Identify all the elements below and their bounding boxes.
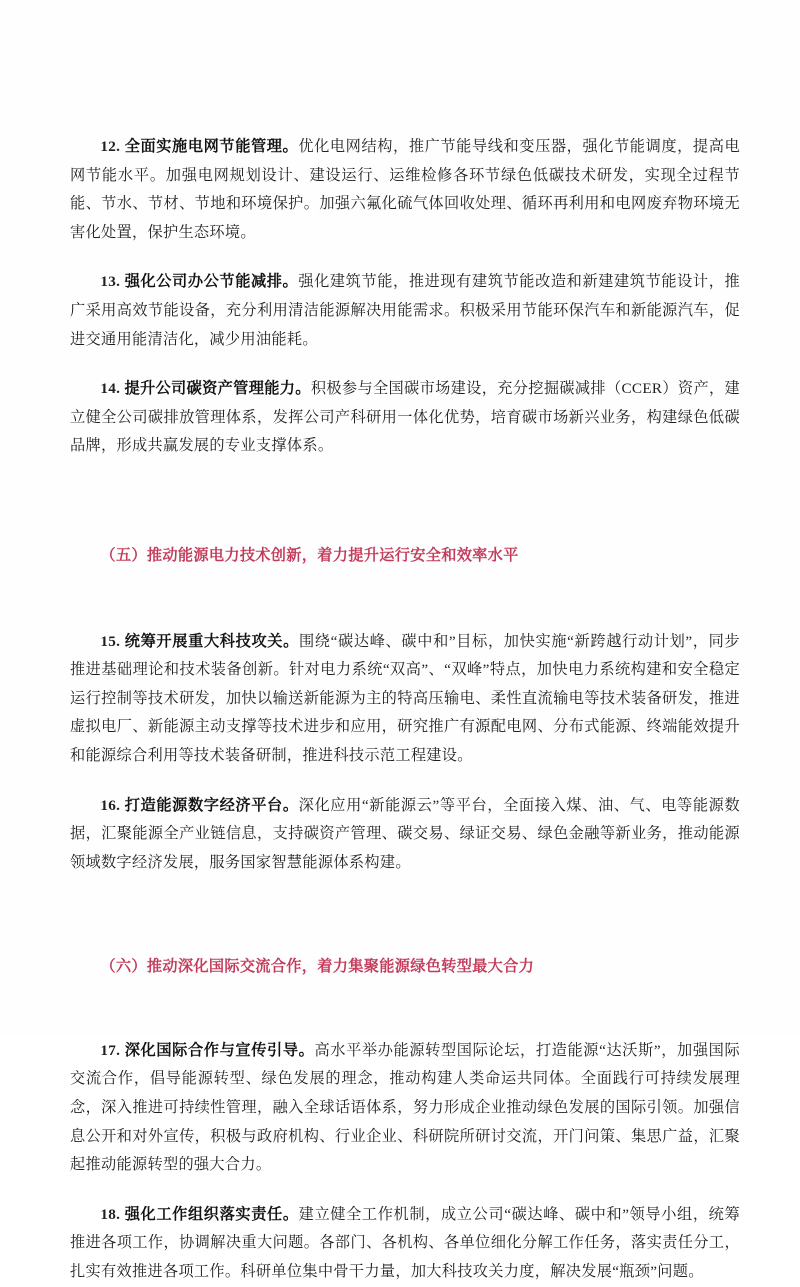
paragraph-12 bbox=[70, 133, 740, 247]
spacer-before-section-six bbox=[70, 898, 740, 953]
paragraph-15-body: 围绕“碳达峰、碳中和”目标，加快实施“新跨越行动计划”，同步推进基础理论和技术装备创新。针对电力系统“双高”、“双峰”特点，加快电力系统构建和安全稳定运行控制等技术研发，加快以输送新能源为主的特高压输电、柔性直流输电等技术装备研发，推进虚拟电厂、新能源主动支撑等技术进步和应用，研究推广有源配电网、分布式能源、终端能效提升和能源综合利用等技术装备研制，推进科技示范工程建设。 bbox=[70, 632, 740, 764]
paragraph-14 bbox=[70, 375, 740, 461]
paragraph-16-body: 深化应用“新能源云”等平台，全面接入煤、油、气、电等能源数据，汇聚能源全产业链信息，支持碳资产管理、碳交易、绿证交易、绿色金融等新业务，推动能源领域数字经济发展，服务国家智慧能源体系构建。 bbox=[70, 796, 740, 871]
paragraph-13-body: 强化建筑节能，推进现有建筑节能改造和新建建筑节能设计，推广采用高效节能设备，充分利用清洁能源解决用能需求。积极采用节能环保汽车和新能源汽车，促进交通用能清洁化，减少用油能耗。 bbox=[70, 273, 740, 348]
paragraph-12-body: 优化电网结构，推广节能导线和变压器，强化节能调度，提高电网节能水平。加强电网规划设计、建设运行、运维检修各环节绿色低碳技术研发，实现全过程节能、节水、节材、节地和环境保护。加强六氟化硫气体回收处理、循环再利用和电网废弃物环境无害化处置，保护生态环境。 bbox=[70, 138, 740, 241]
spacer-before-section-five bbox=[70, 482, 740, 542]
paragraph-12-lead: 全面实施电网节能管理。 bbox=[124, 138, 299, 155]
paragraph-18-body: 建立健全工作机制，成立公司“碳达峰、碳中和”领导小组，统筹推进各项工作，协调解决重大问题。各部门、各机构、各单位细化分解工作任务，落实责任分工，扎实有效推进各项工作。科研单位集中骨干力量，加大科技攻关力度，解决发展“瓶颈”问题。 bbox=[70, 1205, 740, 1281]
section-heading-six: （六）推动深化国际交流合作，着力集聚能源绿色转型最大合力 bbox=[100, 958, 535, 976]
paragraph-17 bbox=[70, 1037, 740, 1180]
paragraph-17-lead: 深化国际合作与宣传引导。 bbox=[124, 1041, 315, 1059]
paragraph-18 bbox=[70, 1201, 740, 1287]
paragraph-12-number: 12. bbox=[100, 138, 121, 155]
spacer-after-section-five bbox=[70, 571, 740, 628]
paragraph-15-lead: 统筹开展重大科技攻关。 bbox=[124, 632, 299, 650]
paragraph-18-number: 18. bbox=[100, 1205, 121, 1223]
paragraph-17-number: 17. bbox=[100, 1041, 121, 1059]
paragraph-14-body: 积极参与全国碳市场建设，充分挖掘碳减排（CCER）资产，建立健全公司碳排放管理体系，发挥公司产科研用一体化优势，培育碳市场新兴业务，构建绿色低碳品牌，形成共赢发展的专业支撑体系。 bbox=[70, 380, 741, 455]
paragraph-16-lead: 打造能源数字经济平台。 bbox=[124, 796, 299, 814]
paragraph-15-number: 15. bbox=[100, 632, 121, 650]
paragraph-14-lead: 提升公司碳资产管理能力。 bbox=[124, 380, 311, 398]
paragraph-15 bbox=[70, 628, 740, 771]
paragraph-16 bbox=[70, 792, 740, 878]
paragraph-18-lead: 强化工作组织落实责任。 bbox=[124, 1205, 299, 1223]
paragraph-13-lead: 强化公司办公节能减排。 bbox=[124, 273, 299, 291]
paragraph-14-number: 14. bbox=[100, 380, 121, 398]
paragraph-13 bbox=[70, 268, 740, 354]
section-heading-five: （五）推动能源电力技术创新，着力提升运行安全和效率水平 bbox=[100, 546, 519, 564]
paragraph-17-body: 高水平举办能源转型国际论坛，打造能源“达沃斯”，加强国际交流合作，倡导能源转型、绿色发展的理念，推动构建人类命运共同体。全面践行可持续发展理念，深入推进可持续性管理，融入全球话语体系，努力形成企业推动绿色发展的国际引领。加强信息公开和对外宣传，积极与政府机构、行业企业、科研院所研讨交流，开门问策、集思广益，汇聚起推动能源转型的强大合力。 bbox=[70, 1041, 740, 1174]
paragraph-16-number: 16. bbox=[100, 796, 121, 814]
paragraph-13-number: 13. bbox=[100, 273, 121, 291]
spacer-after-section-six bbox=[70, 982, 740, 1037]
